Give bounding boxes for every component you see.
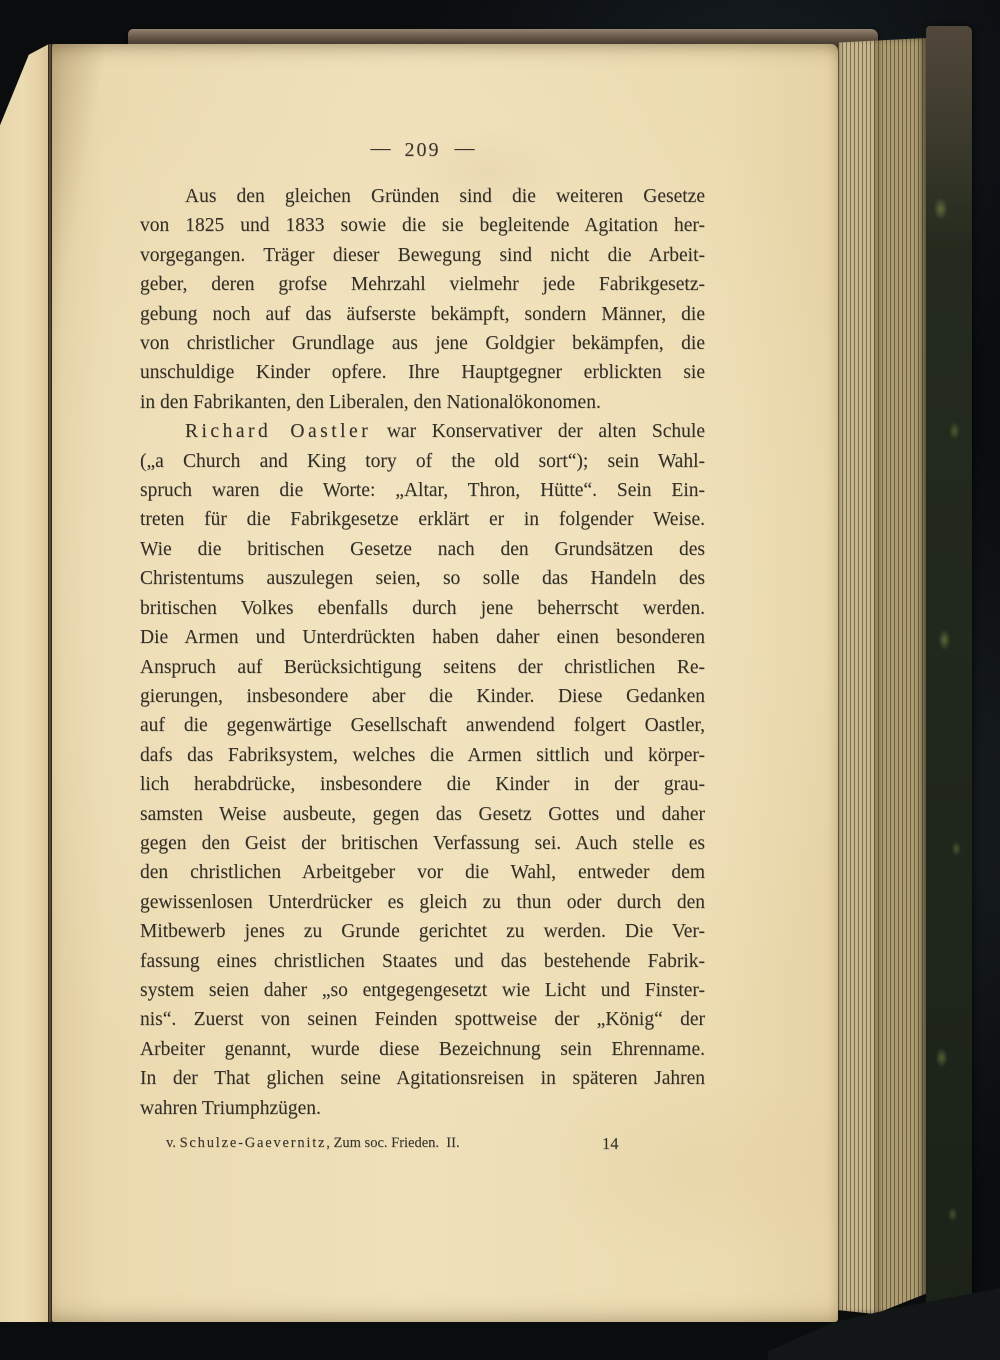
letterspaced-text: Richard Oastler xyxy=(185,421,372,443)
text-segment: („a Church and King tory of the old sort“); sein Wahl- xyxy=(140,450,705,472)
page-number: 209 xyxy=(404,139,441,161)
text-line xyxy=(140,770,705,799)
text-line xyxy=(140,182,705,211)
text-line xyxy=(140,505,705,534)
text-segment: dafs das Fabriksystem, welches die Armen sittlich und körper- xyxy=(140,744,705,766)
text-segment: , Zum soc. Frieden. II. xyxy=(326,1135,460,1151)
text-segment: wahren Triumphzügen. xyxy=(140,1097,321,1119)
text-line xyxy=(140,476,705,505)
text-line xyxy=(140,976,705,1005)
text-line xyxy=(140,947,705,976)
text-segment: war Konservativer der alten Schule xyxy=(371,421,705,443)
text-segment: samsten Weise ausbeute, gegen das Gesetz Gottes und daher xyxy=(140,803,705,825)
footer-citation xyxy=(166,1135,460,1151)
letterspaced-text: Schulze-Gaevernitz xyxy=(179,1135,327,1151)
body-lines xyxy=(140,182,705,1123)
text-line xyxy=(140,653,705,682)
text-line xyxy=(140,358,705,387)
text-segment: in den Fabrikanten, den Liberalen, den Nationalökonomen. xyxy=(140,391,601,413)
text-segment: treten für die Fabrikgesetze erklärt er in folgender Weise. xyxy=(140,509,705,531)
text-segment: Die Armen und Unterdrückten haben daher einen besonderen xyxy=(140,627,705,649)
page-fore-edge-stack xyxy=(838,38,926,1314)
text-segment: geber, deren grofse Mehrzahl vielmehr jede Fabrikgesetz- xyxy=(140,274,705,296)
text-segment: Mitbewerb jenes zu Grunde gerichtet zu werden. Die Ver- xyxy=(140,921,705,943)
text-segment: system seien daher „so entgegengesetzt wie Licht und Finster- xyxy=(140,979,705,1001)
header-dash-right: — xyxy=(454,137,475,159)
header-dash-left: — xyxy=(370,137,391,159)
text-line xyxy=(140,741,705,770)
text-segment: In der That glichen seine Agitationsreisen in späteren Jahren xyxy=(140,1068,705,1090)
text-segment: fassung eines christlichen Staates und das bestehende Fabrik- xyxy=(140,950,705,972)
text-segment: gebung noch auf das äufserste bekämpft, sondern Männer, die xyxy=(140,303,705,325)
opposite-page-sliver xyxy=(0,42,48,1322)
text-line xyxy=(140,564,705,593)
text-segment: vorgegangen. Träger dieser Bewegung sind nicht die Arbeit- xyxy=(140,244,705,266)
text-line xyxy=(140,300,705,329)
text-segment: lich herabdrücke, insbesondere die Kinder in der grau- xyxy=(140,774,705,796)
text-segment: von christlicher Grundlage aus jene Goldgier bekämpfen, die xyxy=(140,333,705,355)
text-segment: gewissenlosen Unterdrücker es gleich zu thun oder durch den xyxy=(140,891,705,913)
text-segment: auf die gegenwärtige Gesellschaft anwendend folgert Oastler, xyxy=(140,715,705,737)
text-line xyxy=(140,1035,705,1064)
signature-number: 14 xyxy=(602,1134,619,1153)
page-header xyxy=(140,139,705,162)
text-segment: britischen Volkes ebenfalls durch jene beherrscht werden. xyxy=(140,597,705,619)
text-line xyxy=(140,1094,705,1123)
text-segment: gierungen, insbesondere aber die Kinder. Diese Gedanken xyxy=(140,685,705,707)
text-line xyxy=(140,535,705,564)
text-line xyxy=(140,888,705,917)
text-line xyxy=(140,800,705,829)
text-segment: Anspruch auf Berücksichtigung seitens der christlichen Re- xyxy=(140,656,705,678)
text-segment: spruch waren die Worte: „Altar, Thron, Hütte“. Sein Ein- xyxy=(140,480,705,502)
text-line xyxy=(140,1005,705,1034)
text-line xyxy=(140,594,705,623)
text-segment: v. xyxy=(166,1135,180,1151)
text-line xyxy=(140,270,705,299)
text-line xyxy=(140,1064,705,1093)
text-line xyxy=(140,623,705,652)
text-segment: Arbeiter genannt, wurde diese Bezeichnung sein Ehrenname. xyxy=(140,1038,705,1060)
text-segment: den christlichen Arbeitgeber vor die Wahl, entweder dem xyxy=(140,862,705,884)
text-segment: Wie die britischen Gesetze nach den Grundsätzen des xyxy=(140,538,705,560)
text-line xyxy=(140,241,705,270)
text-line xyxy=(140,447,705,476)
book-page xyxy=(52,44,838,1322)
text-block xyxy=(140,139,705,1152)
text-segment: gegen den Geist der britischen Verfassung sei. Auch stelle es xyxy=(140,832,705,854)
page-footer xyxy=(140,1135,705,1152)
text-line xyxy=(140,829,705,858)
text-line xyxy=(140,329,705,358)
text-line xyxy=(140,711,705,740)
text-segment: von 1825 und 1833 sowie die sie begleitende Agitation her- xyxy=(140,215,705,237)
book-cover-edge xyxy=(926,26,972,1332)
text-line xyxy=(140,917,705,946)
text-line xyxy=(140,682,705,711)
text-segment: Christentums auszulegen seien, so solle das Handeln des xyxy=(140,568,705,590)
text-line xyxy=(140,417,705,446)
text-segment: unschuldige Kinder opfere. Ihre Hauptgegner erblickten sie xyxy=(140,362,705,384)
text-line xyxy=(140,211,705,240)
text-line xyxy=(140,388,705,417)
text-segment: Aus den gleichen Gründen sind die weiteren Gesetze xyxy=(185,186,705,207)
text-line xyxy=(140,858,705,887)
text-segment: nis“. Zuerst von seinen Feinden spottweise der „König“ der xyxy=(140,1009,705,1031)
